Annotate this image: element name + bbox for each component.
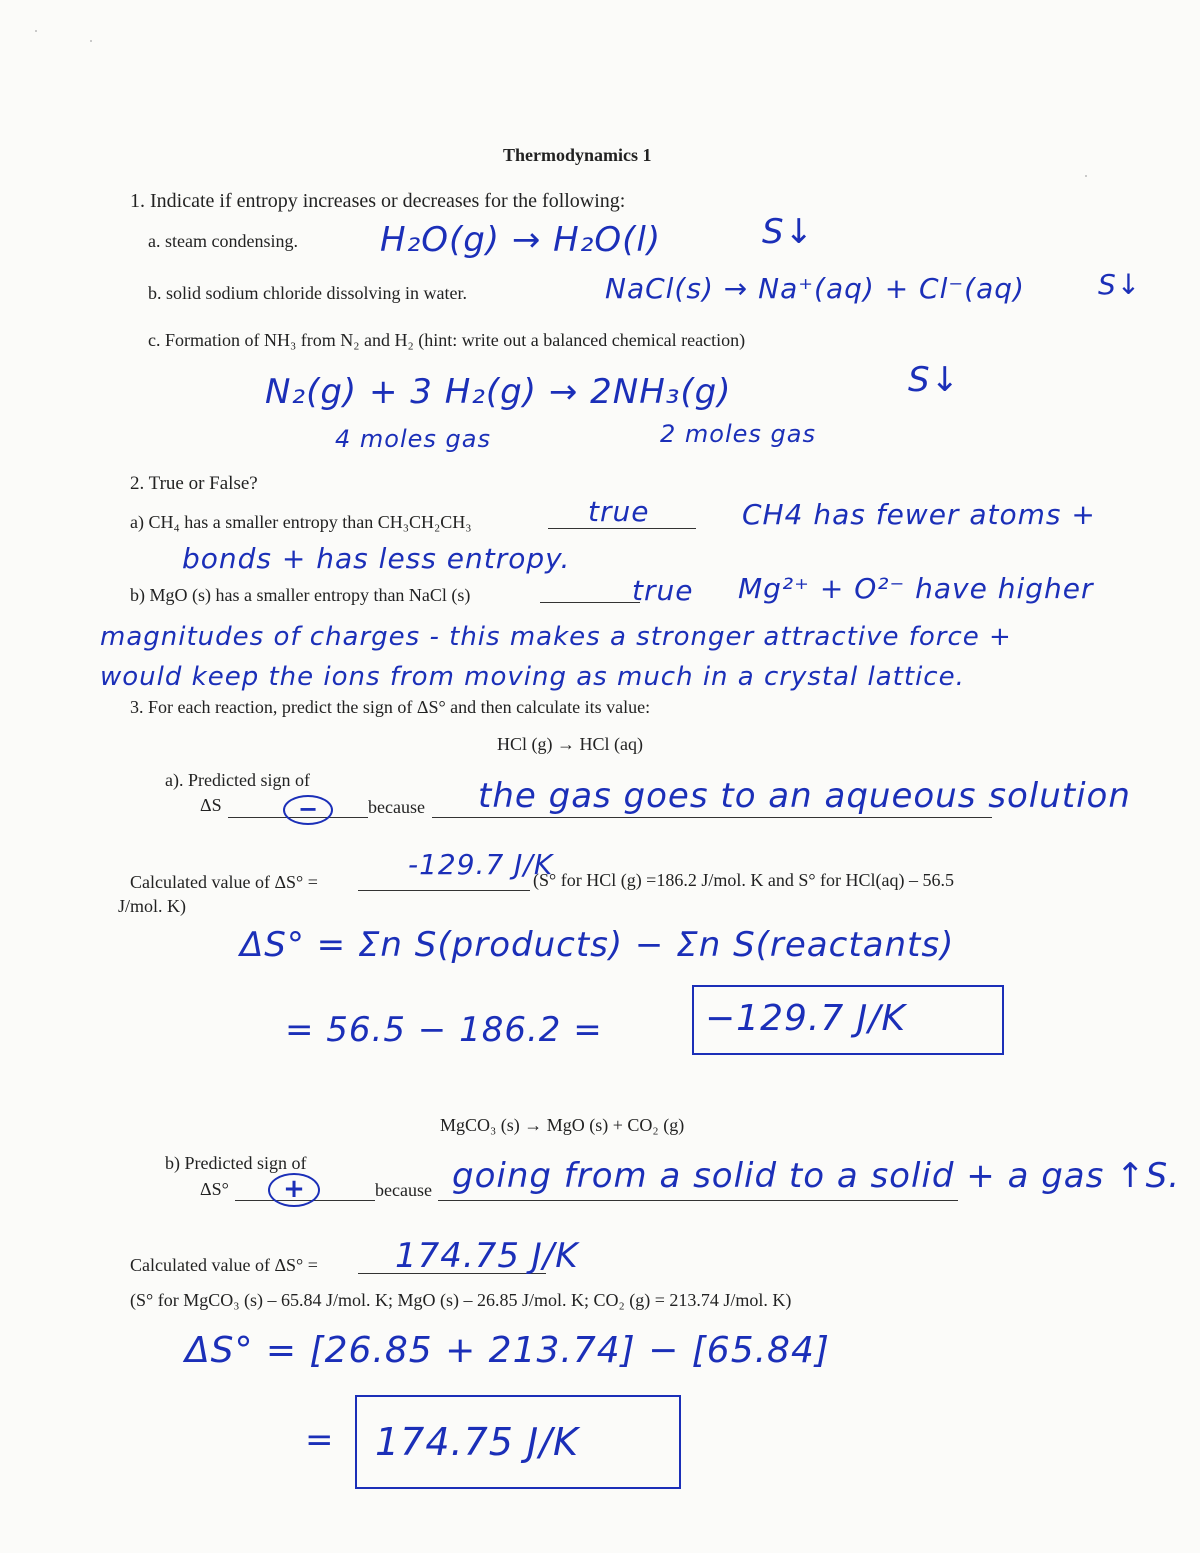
- q3b-boxed-answer: 174.75 J/K: [375, 1420, 579, 1464]
- q2b-answer: true: [632, 574, 694, 607]
- scan-speck: [1085, 175, 1087, 177]
- q2b-label: b) MgO (s) has a smaller entropy than NaCl (s): [130, 585, 471, 605]
- q2b-blank: [540, 602, 640, 603]
- q3a-given: (S° for HCl (g) =186.2 J/mol. K and S° for HCl(aq) – 56.5: [533, 870, 955, 890]
- q3a-boxed-answer: −129.7 J/K: [705, 998, 907, 1039]
- q3a-pred-label: a). Predicted sign of: [165, 770, 310, 790]
- q3a-because-label: because: [368, 797, 425, 817]
- q2a-blank: [548, 528, 696, 529]
- q2a-reason-1: CH4 has fewer atoms +: [742, 498, 1096, 531]
- q1c-note-left: 4 moles gas: [335, 425, 491, 453]
- q3b-reaction: MgCO₃ (s) → MgO (s) + CO₂ (g): [440, 1115, 685, 1135]
- q3b-given: (S° for MgCO₃ (s) – 65.84 J/mol. K; MgO (s) – 26.85 J/mol. K; CO₂ (g) = 213.74 J/mol. K): [130, 1290, 792, 1310]
- q1b-label: b. solid sodium chloride dissolving in water.: [148, 283, 467, 303]
- q1a-verdict: S↓: [762, 212, 815, 252]
- q1b-verdict: S↓: [1098, 268, 1142, 301]
- q2b-reason-3: would keep the ions from moving as much in a crystal lattice.: [100, 662, 965, 692]
- q1c-note-right: 2 moles gas: [660, 420, 816, 448]
- q3a-reaction: HCl (g) → HCl (aq): [497, 734, 643, 754]
- q3b-pred-label: b) Predicted sign of: [165, 1153, 307, 1173]
- q3a-calc-blank: [358, 890, 530, 891]
- q3b-because-label: because: [375, 1180, 432, 1200]
- q3a-calc-label: Calculated value of ΔS° =: [130, 872, 318, 892]
- q2a-reason-2: bonds + has less entropy.: [182, 542, 571, 575]
- q3b-work-1: ΔS° = [26.85 + 213.74] − [65.84]: [185, 1330, 830, 1371]
- q3a-given-2: J/mol. K): [118, 896, 187, 916]
- q1b-answer: NaCl(s) → Na⁺(aq) + Cl⁻(aq): [605, 272, 1025, 305]
- q3a-pred-label-2: ΔS: [200, 795, 222, 815]
- q1a-label: a. steam condensing.: [148, 231, 298, 251]
- q3b-sign: +: [268, 1173, 320, 1207]
- q2-prompt: 2. True or False?: [130, 473, 258, 494]
- q3b-because-answer: going from a solid to a solid + a gas ↑S.: [452, 1156, 1181, 1196]
- q1c-answer: N₂(g) + 3 H₂(g) → 2NH₃(g): [265, 372, 732, 412]
- q2a-answer: true: [588, 495, 650, 528]
- scan-speck: [90, 40, 92, 42]
- page-title: Thermodynamics 1: [503, 145, 652, 165]
- q1c-verdict: S↓: [908, 360, 961, 400]
- q3a-because-answer: the gas goes to an aqueous solution: [478, 776, 1131, 816]
- q2b-reason-2: magnitudes of charges - this makes a stronger attractive force +: [100, 622, 1012, 652]
- q3a-work-1: ΔS° = Σn S(products) − Σn S(reactants): [240, 925, 955, 965]
- q1c-label: c. Formation of NH₃ from N₂ and H₂ (hint: write out a balanced chemical reaction): [148, 330, 746, 350]
- scan-speck: [35, 30, 37, 32]
- q3b-calc-answer: 174.75 J/K: [395, 1236, 579, 1276]
- q2a-label: a) CH₄ has a smaller entropy than CH₃CH₂CH₃: [130, 512, 472, 532]
- q3a-sign: −: [283, 795, 333, 825]
- q3b-work-2: =: [305, 1420, 335, 1460]
- q2b-reason-1: Mg²⁺ + O²⁻ have higher: [738, 572, 1094, 605]
- q3b-calc-label: Calculated value of ΔS° =: [130, 1255, 318, 1275]
- q3a-calc-answer: -129.7 J/K: [408, 848, 554, 881]
- q1a-answer: H₂O(g) → H₂O(l): [380, 220, 662, 260]
- q1-prompt: 1. Indicate if entropy increases or decreases for the following:: [130, 190, 626, 212]
- q3a-work-2: = 56.5 − 186.2 =: [285, 1010, 603, 1050]
- q3b-pred-label-2: ΔS°: [200, 1179, 229, 1199]
- q3b-because-blank: [438, 1200, 958, 1201]
- q3-prompt: 3. For each reaction, predict the sign of ΔS° and then calculate its value:: [130, 697, 651, 717]
- q3a-because-blank: [432, 817, 992, 818]
